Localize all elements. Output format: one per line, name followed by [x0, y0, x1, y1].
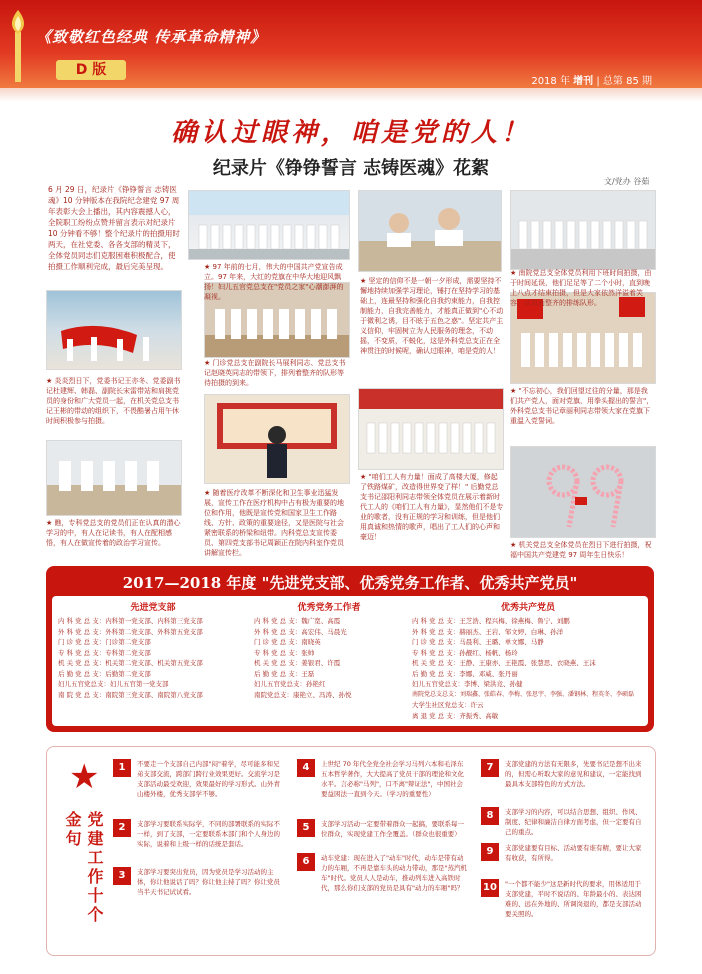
- list-item: 后 勤 党 总 支：王磊: [254, 669, 315, 678]
- caption-study: ★ 瞧，专科党总支的党员们正在认真的潜心学习的中，有人在记读书，有人在配相感悟，有人在做宣传着的政治学习宣传。: [46, 519, 181, 547]
- col-excellent-worker: [254, 600, 404, 700]
- list-item: 门 诊 党 总 支：马晨利、王璐、单文娜、马静: [412, 638, 544, 646]
- item-text: 不要走一个支部自己内部"闷"着学，尽可能多和兄弟支部交流，跨部门跨行业效果更好。交流学习是支部活动最受欢迎，效果最好的学习形式。山外青山楼外楼，优秀支部学不够。: [137, 760, 280, 798]
- item-number: 6: [297, 853, 315, 871]
- list-item: 外 科 党 总 支：外科第二党支部、外科第五党支部: [58, 627, 203, 636]
- item-number: 2: [113, 819, 131, 837]
- item-text: 支部学习的内容，可以结合思想、组织、作风、制度、纪律和廉洁自律方面考虑，但一定要有自己的重点。: [505, 808, 642, 836]
- photo-office-meeting: [358, 190, 502, 272]
- list-item: [113, 819, 285, 863]
- item-number: 10: [481, 879, 499, 897]
- list-item: 妇儿五官党总支：妇儿五官第一党支部: [58, 680, 169, 688]
- photo-study-group: [46, 440, 182, 516]
- honors-body: [52, 596, 648, 726]
- edition-badge: D 版: [56, 60, 126, 80]
- item-number: 3: [113, 867, 131, 885]
- honors-title: 2017—2018 年度 "先进党支部、优秀党务工作者、优秀共产党员": [122, 574, 578, 592]
- ten-sentences-panel: [46, 746, 656, 956]
- col-head: 优秀党务工作者: [297, 603, 361, 613]
- list-item: [297, 759, 471, 821]
- list-item: [297, 853, 471, 907]
- issue-year: 2018 年: [531, 76, 570, 87]
- header-slogan: 《致敬红色经典 传承革命精神》: [36, 28, 267, 46]
- caption-south-campus: ★ 南院党总支全体党员利用下班时间拍摄，由于时间延误，他们足足等了二个小时，直到晚上八点才结束拍摄，但是大家依然洋溢着笑容，认真而整齐的排练队形。: [510, 269, 652, 307]
- issue-total: 总第 85 期: [602, 76, 652, 87]
- item-number: 5: [297, 819, 315, 837]
- photo-south-campus: [510, 190, 656, 270]
- list-item: 妇儿五官党总支：孙艳红: [254, 680, 326, 688]
- list-item: [481, 879, 649, 939]
- item-number: 1: [113, 759, 131, 777]
- list-item: [481, 807, 649, 841]
- caption-97: ★ 机关党总支全体党员在烈日下进行拍摄，祝福中国共产党建党 97 周年生日快乐！: [510, 541, 652, 559]
- list-item: 南院党总支总支：刘瑞鑫、张皓春、李梅、张思宇、李强、潘钢林、程英冬、李硕磊: [412, 690, 635, 698]
- caption-choir: ★ "咱们工人有力量！面成了高楼大厦，修起了铁路煤矿，改造得世界变了样！" 后勤党总支书记邵阳利同志带领全体党员在展示着新时代工人的《咱们工人有力量》，显然他们不是专业的歌者，没有正规的学习和训练，但是他们用真诚和热情的歌声，唱出了工人们的心声和豪迈！: [360, 473, 504, 541]
- list-item: 外 科 党 总 支：赫丽杰、王岩、邹文婷、白琳、孙洋: [412, 627, 564, 636]
- ten-title: 党建工作十个金句: [63, 811, 104, 925]
- crowd-graphic: [189, 191, 349, 259]
- photo-bulletin-board: [204, 394, 350, 484]
- col-excellent-member: [412, 600, 644, 721]
- page-headline: 确认过眼神，咱是党的人！: [170, 118, 531, 148]
- torch-icon: [4, 8, 32, 84]
- list-item: 专 科 党 总 支：专科第二党支部: [58, 648, 151, 657]
- list-item: 后 勤 党 总 支：后勤第二党支部: [58, 669, 151, 678]
- col-head: 先进党支部: [130, 603, 176, 613]
- header-fade: [0, 88, 702, 102]
- photo-logistics-choir: [358, 388, 504, 470]
- list-item: 门 诊 党 总 支：南晓英: [254, 638, 321, 646]
- item-text: 支部学习要突出党员，因为党员是学习活动的主体，你让他说话了吗？你让他主持了吗？你让党员当半天书记试试看。: [137, 868, 280, 896]
- issue-type: 增刊: [573, 76, 594, 87]
- caption-flag-outdoor: ★ 炎炎烈日下，党委书记王亦冬、党委副书记杜建辉、韩磊、副院长宋雷带站和肩挑党员的身份和广大党员一起，在机关党总支书记王彬的带动的组织下，不畏酷暑占用午休时间积极参与拍摄。: [46, 377, 181, 425]
- list-item: 后 勤 党 总 支：李娜、邓威、张丹丽: [412, 669, 518, 678]
- item-text: 支部党建的方法有无限多，先要书记是想不出来的，但需心听取大家的意见和建议，一定能找到最具本支部特色的方式方法。: [505, 760, 642, 788]
- item-text: 支部学习活动一定要带着群众一起搞，要联系每一位群众，实现党建工作全覆盖。（群众也很重要）: [321, 820, 464, 838]
- list-item: 南 院 党 总 支：南院第三党支部、南院第八党支部: [58, 690, 203, 699]
- item-text: 支部党建要有目标、活动要有谁有精，要让大家有收获，有所得。: [505, 844, 642, 862]
- list-item: 内 科 党 总 支：魏广宽、高霞: [254, 617, 341, 625]
- caption-belief: ★ 坚定的信仰不是一朝一夕形成，需要坚持不懈地持续加强学习理论，锤打在坚持学习的基础上，连最坚持和强化自我约束能力，自我控制能力，自我完善能力，才能真正做到"心不动于微利之诱，目不眩于五色之惑"。坚定共产主义信仰，牢固树立为人民服务的理念，不动摇，不变质，不蜕化，这是外科党总支正在全神贯注的时候呢，确认过眼神，咱是党的人！: [360, 277, 504, 355]
- item-number: 4: [297, 759, 315, 777]
- item-number: 7: [481, 759, 499, 777]
- item-number: 8: [481, 807, 499, 825]
- item-text: 上世纪 70 年代全党全社会学习马列六本和毛泽东五本哲学著作，大大提高了党员干部的理论和文化水平。言必称"马列"，口不离"辩证法"，中国社会要益困法一直到今天。（学习的重要性）: [321, 760, 464, 798]
- star-icon: ★: [69, 757, 100, 797]
- caption-bulletin: ★ 随着医疗改革不断深化和卫生事业迅猛发展，宣传工作在医疗机构中占有极为重要的地位和作用，他既是宣传党和国家卫生工作路线、方针、政策的重要途径，又是医院与社会紧密联系的桥梁和纽带。内科党总支宣传委员、第四党支部书记周颖正在院内科室作党员讲解宣传栏。: [204, 489, 344, 557]
- item-number: 9: [481, 843, 499, 861]
- caption-oath: ★ "不忘初心，我们回望过往的分量，那是我们共产党人，面对党旗，用拳头握出的誓言"，外科党总支书记章丽利同志带领大家在党旗下重温入党誓词。: [510, 387, 654, 425]
- caption-women-branch: ★ 97 年前的七月，伟大的中国共产党宣告成立。97 年来，大红的党旗在中华大地迎风飘扬！妇儿五官党总支在"党员之家"心潮澎湃的凝视。: [204, 263, 344, 301]
- page-subhead: 纪录片《铮铮誓言 志铸医魂》花絮: [212, 158, 490, 179]
- list-item: 大学生社区党总支：许云: [412, 701, 484, 709]
- list-item: [481, 759, 649, 803]
- list-item: 专 科 党 总 支：张帅: [254, 648, 315, 657]
- col-advanced-branch: [58, 600, 248, 700]
- byline: 文/党办 谷茹: [604, 177, 650, 186]
- list-item: [113, 867, 285, 911]
- list-item: 机 关 党 总 支：王静、王康亦、王艳霞、张慧思、衣晓燕、王沫: [412, 659, 596, 667]
- issue-info: 2018 年 增刊 | 总第 85 期: [531, 76, 652, 87]
- list-item: 内 科 党 总 支：内科第一党支部、内科第三党支部: [58, 617, 203, 625]
- list-item: 外 科 党 总 支：高宏伟、马晨光: [254, 627, 347, 636]
- list-item: 机 关 党 总 支：机关第二党支部、机关第五党支部: [58, 659, 203, 667]
- list-item: [481, 843, 649, 875]
- item-text: 动车党建：现在进入了"动车"时代，动车是带有动力的车厢，不再是靠车头的动力带动，那是"蒸汽机车"时代。党员人人是动车，推动列车进入高铁时代，那么你们支部的党员是具有"动力的车厢"吗？: [321, 854, 467, 892]
- list-item: 机 关 党 总 支：姜银君、许霞: [254, 659, 341, 667]
- photo-97-formation: [510, 446, 656, 538]
- intro-text: 6 月 29 日，纪录片《铮铮誓言 志铸医魂》10 分钟版本在我院纪念建党 97 周年表彰大会上播出，其内容震撼人心，全院职工纷纷点赞并留言表示对纪录片 10 分钟看不够！整个纪录片的拍摄用时两天，在社党委、各各支部的精灵下，全体党员同志们克服困难积极配合，使拍摄工作顺利完成，最后完美呈现。: [48, 185, 180, 271]
- photo-flag-outdoor: [46, 290, 182, 370]
- ten-title-block: [55, 753, 115, 943]
- list-item: [113, 759, 285, 819]
- item-text: "一个都不能少"这是新时代的要求，用体适用于支部党建，平时不说话的、年龄最小的、表达困难的、远在外地的、所调岗退的，都是支部活动要关照的。: [505, 880, 642, 918]
- caption-outpatient: ★ 门诊党总支在副院长马展利同志、党总支书记赵晓英同志的带领下，排列着整齐的队形等待拍摄的到来。: [204, 359, 346, 387]
- list-item: 专 科 党 总 支：孙靓红、杨帆、杨玲: [412, 648, 518, 657]
- item-text: 支部学习要联系实际学，不同的部署联系的实际不一样，到了支部，一定要联系本部门和个人身边的实际，说着和上级一样的话统是套话。: [137, 820, 280, 848]
- list-item: 妇儿五官党总支：李博、梁洪竞、孙健: [412, 680, 523, 688]
- list-item: 门 诊 党 总 支：门诊第二党支部: [58, 638, 151, 646]
- photo-hospital-building: [188, 190, 350, 260]
- list-item: 内 科 党 总 支：王芝浩、程兴梅、徐燕梅、鲁宁、刘鹏: [412, 617, 570, 625]
- honors-panel: [46, 566, 654, 732]
- list-item: 南院党总支：康艳立、冯涛、孙悦: [254, 690, 352, 699]
- list-item: 离 退 党 总 支：齐振秀、高敏: [412, 711, 499, 720]
- col-head: 优秀共产党员: [500, 603, 555, 613]
